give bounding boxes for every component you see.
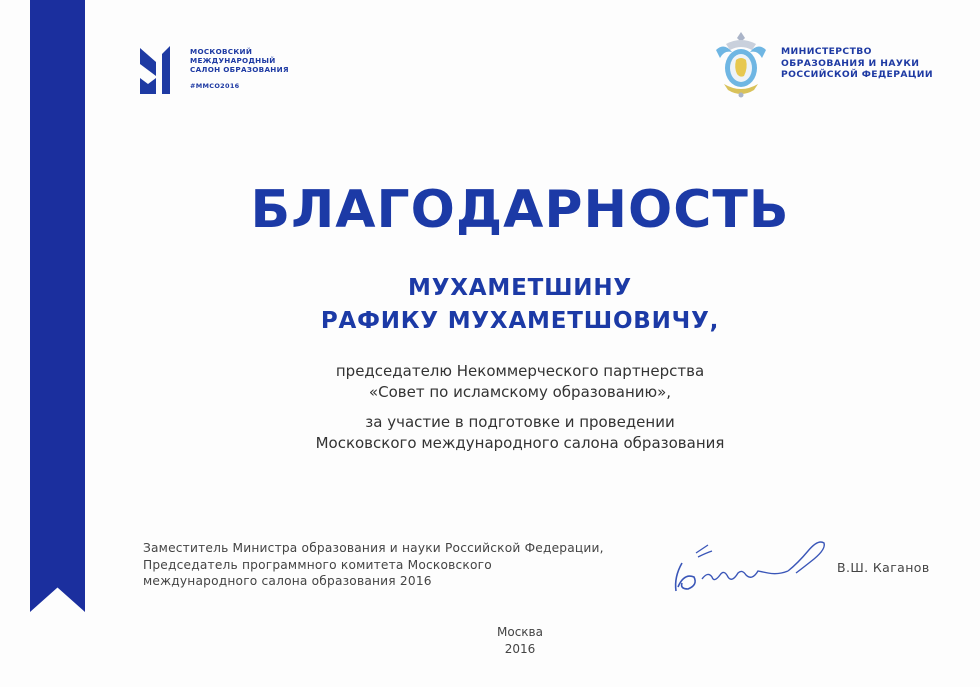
position-line-1: председателю Некоммерческого партнерства — [335, 362, 705, 380]
place-and-year — [470, 624, 570, 658]
ministry-emblem-icon — [710, 28, 772, 100]
signer-title-line-3: международного салона образования 2016 — [143, 574, 432, 588]
recipient-given-names: РАФИКУ МУХАМЕТШОВИЧУ, — [320, 308, 720, 334]
mmso-line-2: МЕЖДУНАРОДНЫЙ — [190, 56, 276, 65]
position-line-2: «Совет по исламскому образованию», — [368, 383, 672, 401]
signer-name: В.Ш. Каганов — [837, 560, 930, 575]
mmso-line-3: САЛОН ОБРАЗОВАНИЯ — [190, 65, 289, 74]
ministry-line-3: РОССИЙСКОЙ ФЕДЕРАЦИИ — [781, 69, 933, 80]
handwritten-signature-icon — [668, 533, 838, 603]
ministry-line-2: ОБРАЗОВАНИЯ И НАУКИ — [781, 57, 920, 69]
city: Москва — [497, 625, 543, 639]
certificate-title: БЛАГОДАРНОСТЬ — [250, 180, 790, 240]
ministry-logo-text — [781, 46, 933, 81]
award-reason — [60, 412, 980, 454]
ministry-line-1: МИНИСТЕРСТВО — [781, 46, 872, 57]
mmso-line-1: МОСКОВСКИЙ — [190, 47, 253, 56]
reason-line-2: Московского международного салона образования — [315, 434, 725, 452]
signer-title-line-2: Председатель программного комитета Московского — [143, 557, 492, 572]
recipient-position — [60, 361, 980, 403]
reason-line-1: за участие в подготовке и проведении — [365, 413, 675, 431]
signer-title-line-1: Заместитель Министра образования и науки Российской Федерации, — [143, 541, 604, 555]
recipient-name — [60, 272, 980, 338]
mmso-hashtag: #ММСО2016 — [190, 82, 240, 90]
recipient-surname: МУХАМЕТШИНУ — [408, 275, 632, 301]
mmso-logo-text — [190, 47, 289, 91]
signer-title — [143, 540, 604, 590]
year: 2016 — [504, 642, 536, 656]
mmso-m-logo-icon — [140, 44, 180, 94]
